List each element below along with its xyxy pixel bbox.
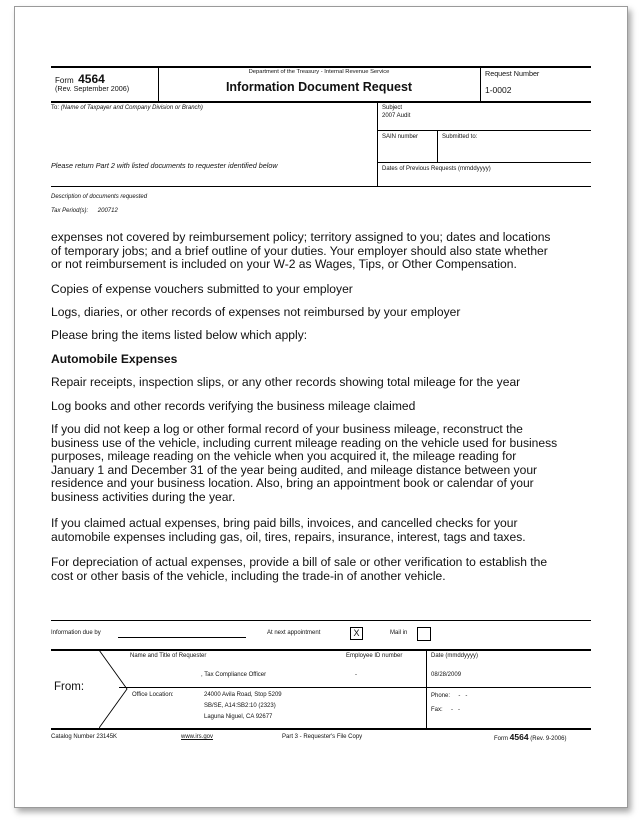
phone-label: Phone: <box>431 693 451 699</box>
date-value: 08/28/2009 <box>431 672 462 678</box>
info-due-blank <box>118 637 246 638</box>
from-top-rule <box>51 649 591 651</box>
fax-value: - - <box>451 707 461 713</box>
from-chevron <box>99 650 131 728</box>
tax-period-label: Tax Period(s): <box>51 208 89 214</box>
request-number-value: 1-0002 <box>485 85 512 95</box>
phone <box>431 693 467 699</box>
irs-website-link[interactable]: www.irs.gov <box>181 734 214 740</box>
header-divider-right <box>480 67 481 101</box>
paragraph-bring-items: Please bring the items listed below which apply: <box>51 328 308 342</box>
paragraph-actual-expenses: If you claimed actual expenses, bring paid bills, invoices, and cancelled checks for your automobile expenses including gas, oil, tires, repairs, insurance, interest, tags and taxes. <box>51 516 526 544</box>
department-line: Department of the Treasury - Internal Revenue Service <box>248 69 390 75</box>
paragraph-depreciation: For depreciation of actual expenses, provide a bill of sale or other verification to establish the cost or other basis of the vehicle, including the trade-in of another vehicle. <box>51 555 548 583</box>
form-page <box>14 6 628 808</box>
due-top-rule <box>51 620 591 621</box>
info-due-label: Information due by <box>51 630 101 636</box>
tax-period-value: 200712 <box>97 208 118 214</box>
from-middle-rule <box>119 687 591 688</box>
to-section-bottom-rule <box>51 186 591 187</box>
form-title: Information Document Request <box>225 80 413 94</box>
mail-in-checkbox[interactable] <box>417 627 431 641</box>
from-label: From: <box>54 681 85 693</box>
paragraph-logs: Logs, diaries, or other records of expenses not reimbursed by your employer <box>51 305 461 319</box>
previous-requests-label: Dates of Previous Requests (mmddyyyy) <box>382 166 491 172</box>
from-date-divider <box>426 650 427 728</box>
tax-period <box>51 208 118 214</box>
to-section-divider <box>377 102 378 186</box>
footer-form-number <box>494 732 567 742</box>
paragraph-reconstruct-mileage: If you did not keep a log or other formal record of your business mileage, reconstruct the business use of the vehicle, including current mileage reading on the vehicle used for business purposes, mileage reading on the vehicle when you acquired it, the mileage reading for January 1 and December 31 of the year being audited, and mileage distance between your residence and your business location. Also, bring an appointment book or calendar of your business activities during the year. <box>51 422 558 504</box>
sain-divider <box>437 130 438 162</box>
subject-bottom-rule <box>377 130 591 131</box>
sain-label: SAIN number <box>382 134 419 140</box>
heading-automobile-expenses: Automobile Expenses <box>51 352 178 366</box>
phone-value: - - <box>458 693 468 699</box>
part-label: Part 3 - Requester's File Copy <box>282 734 363 740</box>
paragraph-expenses: expenses not covered by reimbursement policy; territory assigned to you; dates and locations of temporary jobs; and a brief outline of your duties. Your employer should also state whether or not reimbursement is included on your W-2 as Wages, Tips, or Other Compensation. <box>51 230 551 272</box>
employee-id-label: Employee ID number <box>346 653 403 659</box>
to-hint: (Name of Taxpayer and Company Division or Branch) <box>60 105 203 111</box>
at-next-appointment-label: At next appointment <box>267 630 321 636</box>
office-location-label: Office Location: <box>132 692 174 698</box>
name-title-label: Name and Title of Requester <box>130 653 207 659</box>
fax <box>431 707 460 713</box>
employee-id-value: - <box>355 672 357 678</box>
paragraph-log-books: Log books and other records verifying the business mileage claimed <box>51 399 416 413</box>
subject-label: Subject <box>382 105 403 111</box>
footer-form-rev: (Rev. 9-2006) <box>530 736 567 742</box>
footer-form-number-value: 4564 <box>509 732 529 742</box>
office-address-line2: SB/SE, A14:SB2:10 (2323) <box>204 703 276 709</box>
office-address-line1: 24000 Avila Road, Stop 5209 <box>204 692 282 698</box>
paragraph-vouchers: Copies of expense vouchers submitted to your employer <box>51 282 353 296</box>
request-number-label: Request Number <box>485 69 540 78</box>
mail-in-label: Mail in <box>390 630 408 636</box>
sain-bottom-rule <box>377 162 591 163</box>
subject-value: 2007 Audit <box>382 113 411 119</box>
office-address-line3: Laguna Niguel, CA 92677 <box>204 714 273 720</box>
description-label: Description of documents requested <box>51 194 148 200</box>
to-label <box>51 105 203 111</box>
catalog-number: Catalog Number 23145K <box>51 734 118 740</box>
date-label: Date (mmddyyyy) <box>431 653 479 659</box>
return-note: Please return Part 2 with listed documents to requester identified below <box>51 161 278 170</box>
header-bottom-rule <box>51 101 591 103</box>
to-label-text: To: <box>51 105 60 111</box>
at-next-appointment-checkbox[interactable]: X <box>350 627 363 640</box>
submitted-to-label: Submitted to: <box>442 134 478 140</box>
fax-label: Fax: <box>431 707 443 713</box>
form-label: Form <box>55 76 74 85</box>
form-revision: (Rev. September 2006) <box>55 84 130 93</box>
from-bottom-rule <box>51 728 591 730</box>
paragraph-repair-receipts: Repair receipts, inspection slips, or any other records showing total mileage for the year <box>51 375 521 389</box>
header-top-rule <box>51 66 591 68</box>
form-number-value: 4564 <box>78 72 105 86</box>
footer-form-label: Form <box>494 736 508 742</box>
name-title-value: , Tax Compliance Officer <box>201 672 267 678</box>
